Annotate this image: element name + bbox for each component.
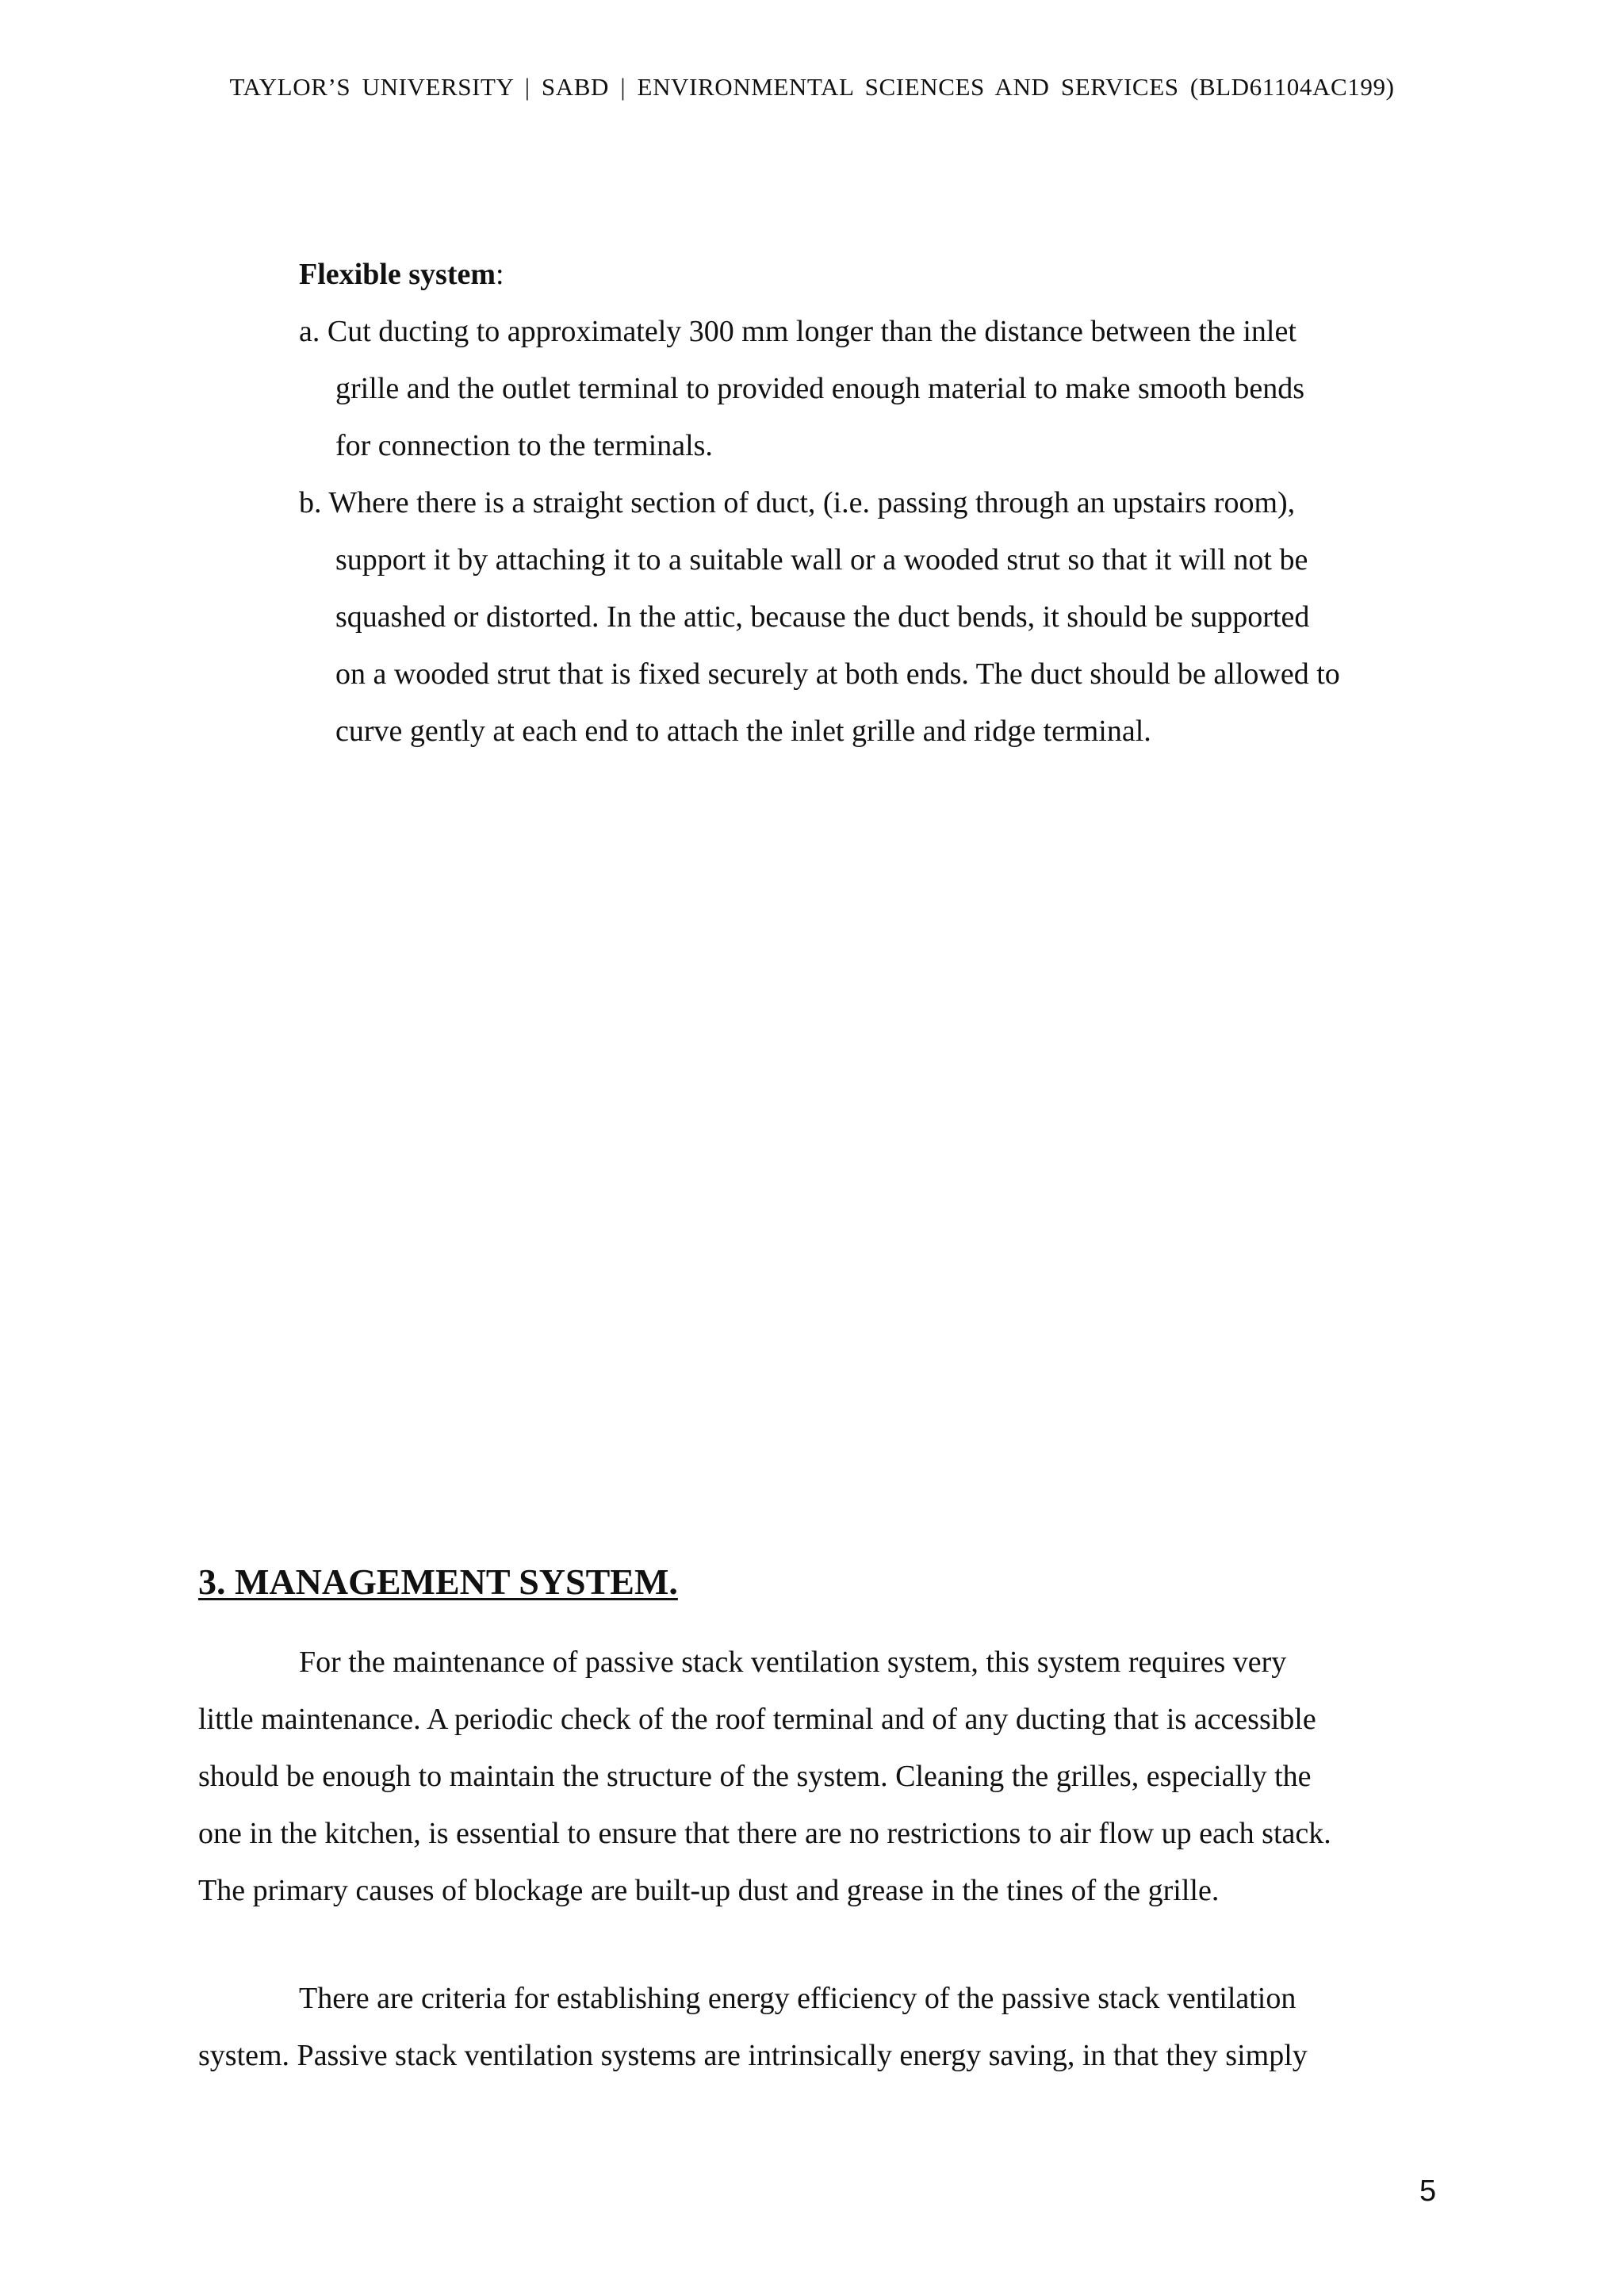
paragraph-maintenance-line-5: The primary causes of blockage are built-up dust and grease in the tines of the grille. [198,1874,1220,1907]
list-item-a [299,303,1441,474]
list-item-a-line-3: for connection to the terminals. [335,429,713,462]
section-heading-management: 3. MANAGEMENT SYSTEM. [198,1561,678,1602]
paragraph-maintenance-line-3: should be enough to maintain the structure of the system. Cleaning the grilles, especially the [198,1760,1312,1793]
flexible-system-heading [299,255,504,293]
list-item-b [299,474,1441,760]
paragraph-energy-line-1: There are criteria for establishing energy efficiency of the passive stack ventilation [299,1982,1297,2015]
flexible-system-heading-text: Flexible system [299,258,496,291]
flexible-system-heading-colon: : [496,258,504,291]
list-item-a-line-1: a. Cut ducting to approximately 300 mm longer than the distance between the inlet [299,315,1297,348]
paragraph-maintenance-line-4: one in the kitchen, is essential to ensure that there are no restrictions to air flow up each stack. [198,1817,1331,1850]
paragraph-energy-efficiency [198,1970,1451,2084]
page-number: 5 [1419,2174,1437,2208]
running-header: TAYLOR’S UNIVERSITY | SABD | ENVIRONMENTAL SCIENCES AND SERVICES (BLD61104AC199) [229,73,1395,101]
paragraph-maintenance [198,1634,1451,1919]
list-item-b-line-3: squashed or distorted. In the attic, because the duct bends, it should be supported [335,600,1310,634]
paragraph-energy-line-2: system. Passive stack ventilation systems are intrinsically energy saving, in that they simply [198,2039,1308,2072]
paragraph-maintenance-line-1: For the maintenance of passive stack ventilation system, this system requires very [299,1646,1287,1679]
list-item-b-line-5: curve gently at each end to attach the inlet grille and ridge terminal. [335,715,1151,748]
list-item-b-line-1: b. Where there is a straight section of duct, (i.e. passing through an upstairs room), [299,486,1296,519]
list-item-b-line-4: on a wooded strut that is fixed securely at both ends. The duct should be allowed to [335,657,1340,691]
list-item-b-line-2: support it by attaching it to a suitable wall or a wooded strut so that it will not be [335,543,1308,577]
list-item-a-line-2: grille and the outlet terminal to provided enough material to make smooth bends [335,372,1305,405]
paragraph-maintenance-line-2: little maintenance. A periodic check of the roof terminal and of any ducting that is accessible [198,1703,1316,1736]
